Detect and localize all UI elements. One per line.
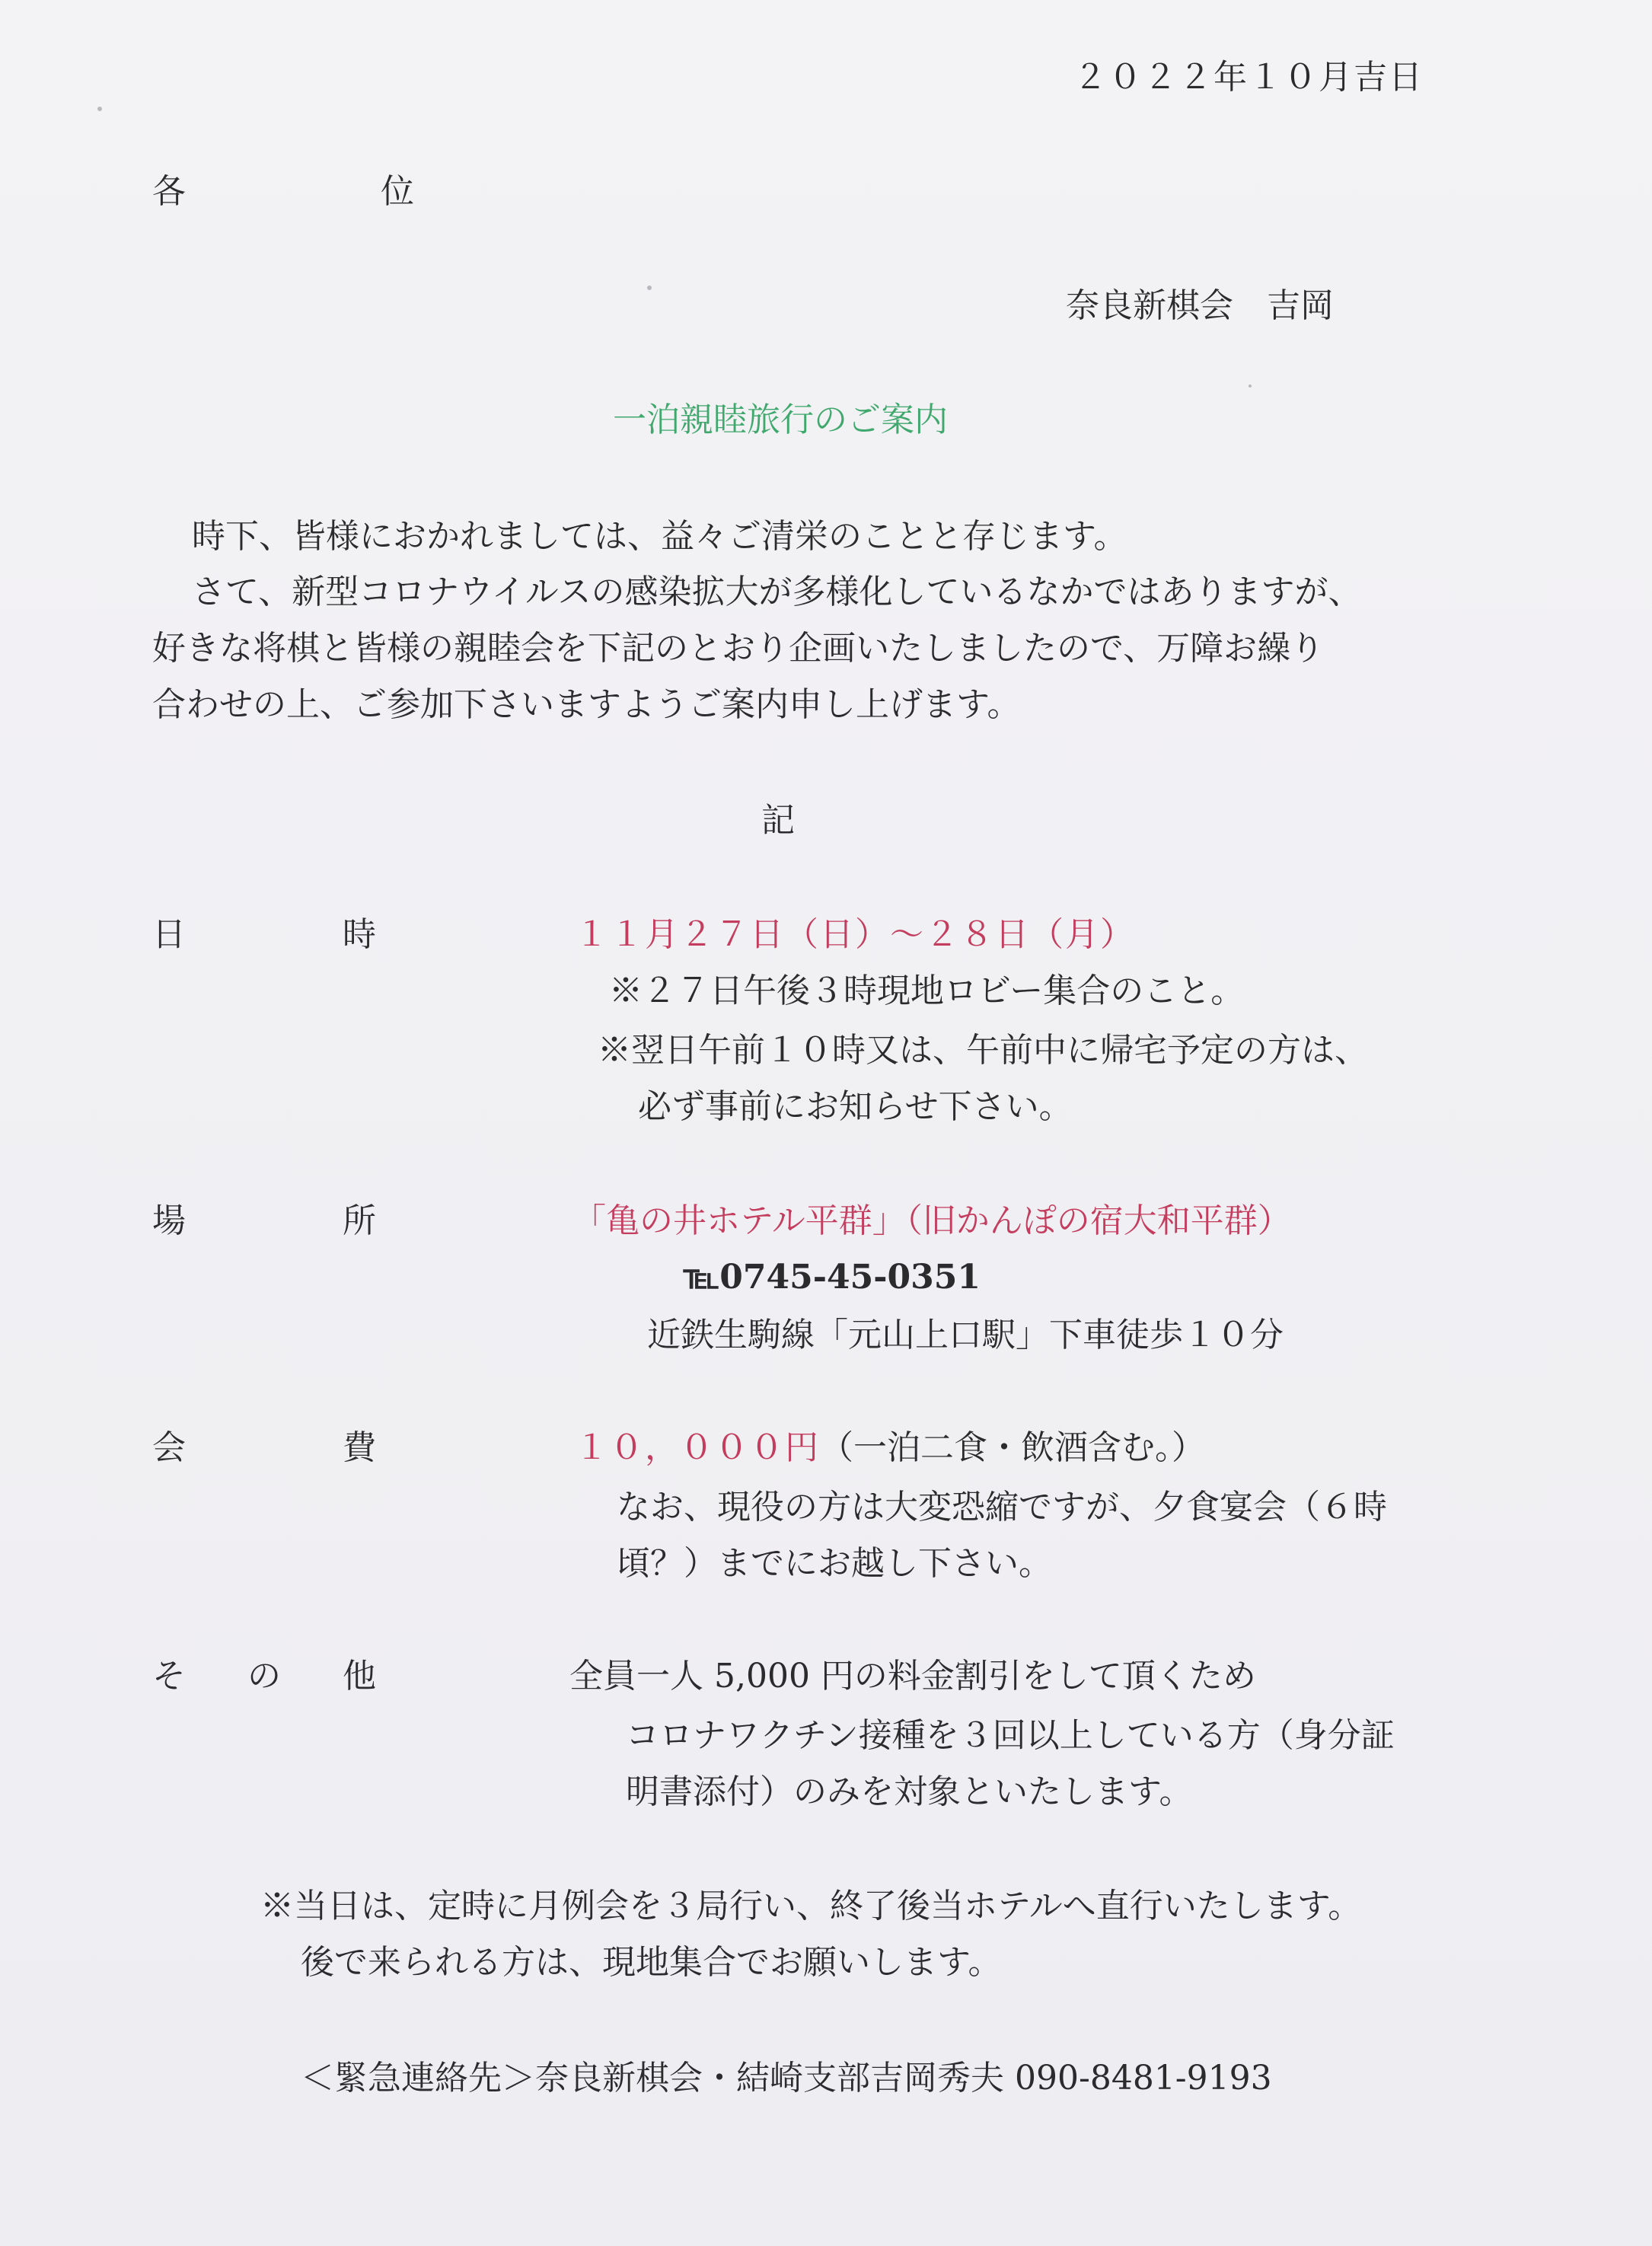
notice-line-1: ※当日は、定時に月例会を３局行い、終了後当ホテルへ直行いたします。 xyxy=(260,1887,1362,1925)
fee-line xyxy=(575,1425,1205,1471)
document-title: 一泊親睦旅行のご案内 xyxy=(613,400,948,439)
fee-note-2: 頃？）までにお越し下さい。 xyxy=(617,1544,1052,1583)
addressee-char-1: 各 xyxy=(152,172,186,211)
emergency-contact: ＜緊急連絡先＞奈良新棋会・結崎支部吉岡秀夫 090-8481-9193 xyxy=(301,2059,1272,2098)
fee-detail: （一泊二食・飲酒含む。） xyxy=(820,1428,1205,1467)
venue-name: 「亀の井ホテル平群」（旧かんぽの宿大和平群） xyxy=(572,1201,1291,1240)
paper-speck xyxy=(97,107,102,111)
other-label-1: そ xyxy=(152,1657,186,1696)
venue-label-2: 所 xyxy=(343,1201,376,1240)
schedule-label-2: 時 xyxy=(343,915,376,954)
fee-note-1: なお、現役の方は大変恐縮ですが、夕食宴会（６時 xyxy=(617,1488,1387,1527)
paper-speck xyxy=(647,286,652,290)
venue-label-1: 場 xyxy=(152,1201,186,1240)
fee-amount: １０，０００円 xyxy=(575,1428,820,1467)
schedule-label-1: 日 xyxy=(152,915,186,954)
fee-label-2: 費 xyxy=(343,1428,376,1467)
document-date: ２０２２年１０月吉日 xyxy=(1073,58,1424,97)
body-line-3: 好きな将棋と皆様の親睦会を下記のとおり企画いたしましたので、万障お繰り xyxy=(152,629,1325,668)
schedule-note-1: ※２７日午後３時現地ロビー集合のこと。 xyxy=(609,971,1245,1010)
other-line-1: 全員一人 5,000 円の料金割引をして頂くため xyxy=(569,1657,1256,1696)
other-line-2: コロナワクチン接種を３回以上している方（身分証 xyxy=(626,1716,1395,1755)
other-label-3: 他 xyxy=(343,1657,376,1696)
schedule-note-3: 必ず事前にお知らせ下さい。 xyxy=(638,1087,1073,1126)
body-line-4: 合わせの上、ご参加下さいますようご案内申し上げます。 xyxy=(152,685,1021,724)
venue-tel: ℡0745-45-0351 xyxy=(684,1258,981,1297)
paper-speck xyxy=(1249,384,1252,388)
schedule-value: １１月２７日（日）～２８日（月） xyxy=(575,915,1135,954)
ki-heading: 記 xyxy=(761,801,795,840)
body-line-2: さて、新型コロナウイルスの感染拡大が多様化しているなかではありますが、 xyxy=(192,573,1362,611)
body-line-1: 時下、皆様におかれましては、益々ご清栄のことと存じます。 xyxy=(192,517,1127,556)
other-line-3: 明書添付）のみを対象といたします。 xyxy=(626,1772,1193,1811)
schedule-note-2: ※翌日午前１０時又は、午前中に帰宅予定の方は、 xyxy=(598,1031,1368,1070)
notice-line-2: 後で来られる方は、現地集合でお願いします。 xyxy=(301,1943,1002,1982)
other-label-2: の xyxy=(247,1657,281,1696)
venue-access: 近鉄生駒線「元山上口駅」下車徒歩１０分 xyxy=(647,1316,1284,1354)
sender-name: 奈良新棋会 吉岡 xyxy=(1066,286,1334,325)
addressee-char-2: 位 xyxy=(381,172,414,211)
fee-label-1: 会 xyxy=(152,1428,186,1467)
